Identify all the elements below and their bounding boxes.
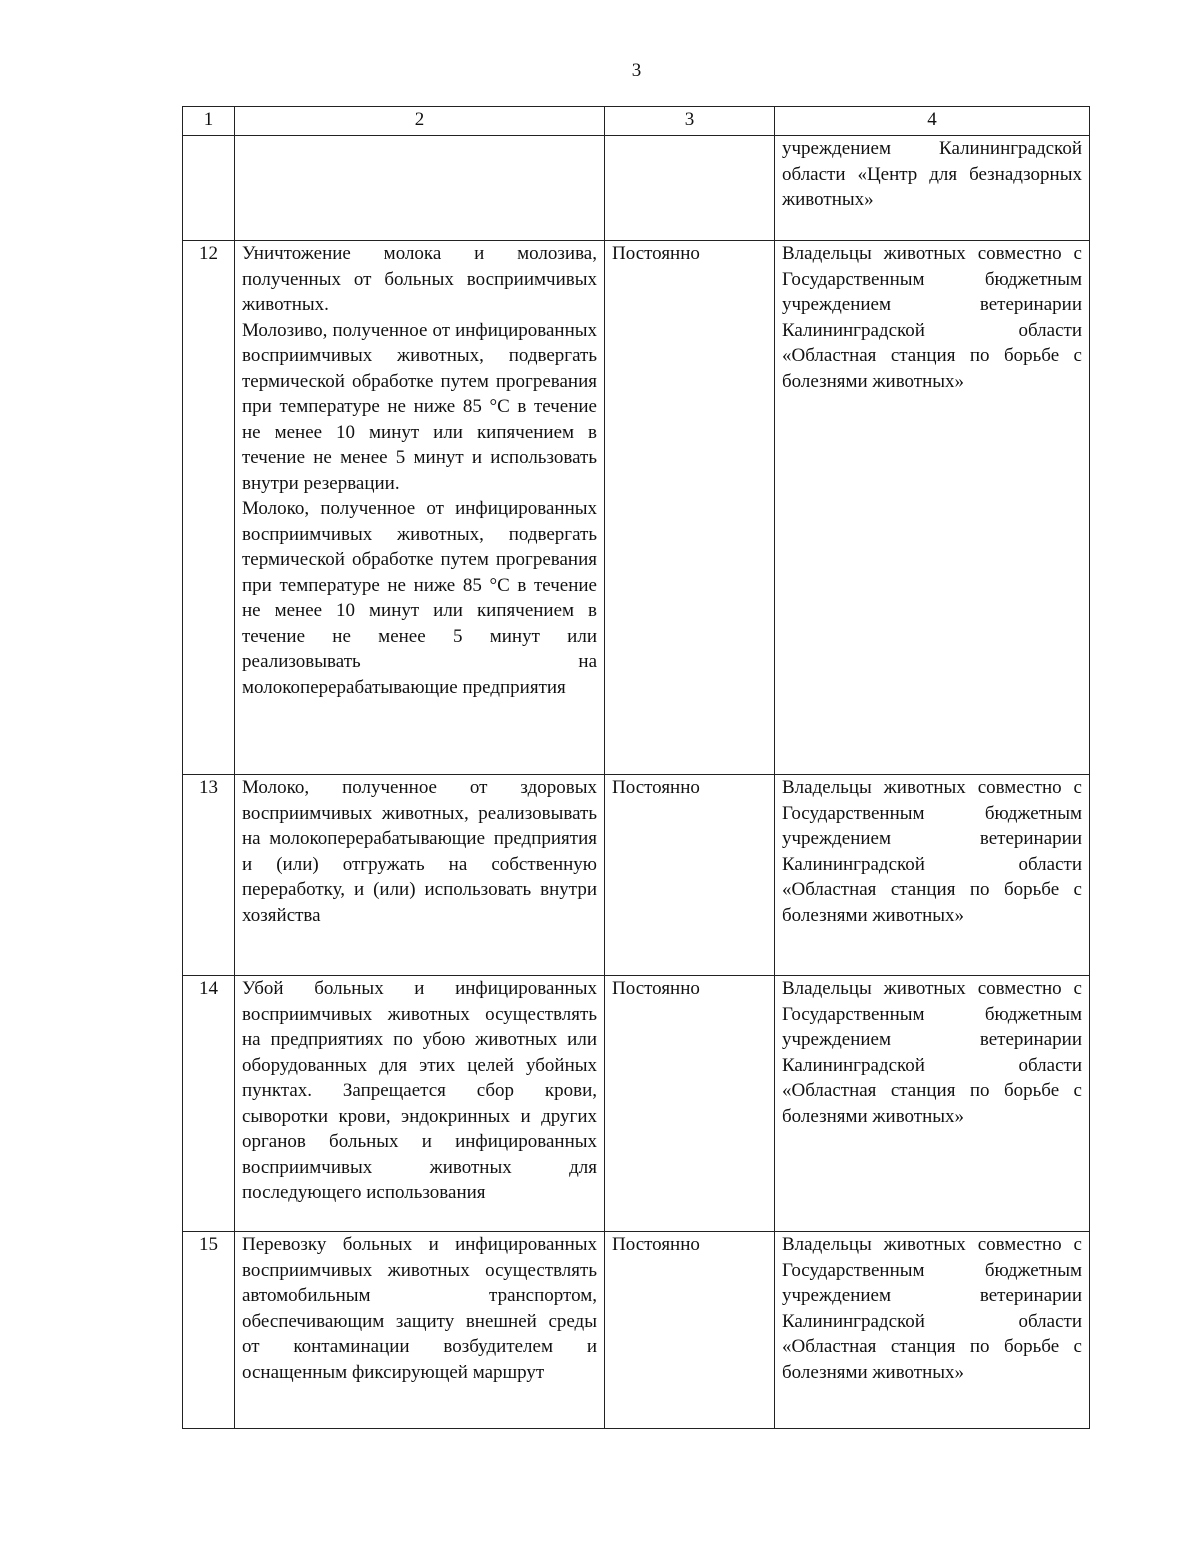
row-term: Постоянно xyxy=(605,775,775,976)
row-number: 15 xyxy=(183,1232,235,1429)
row-number xyxy=(183,136,235,241)
table-row xyxy=(183,775,1090,976)
row-responsible: Владельцы животных совместно с Государственным бюджетным учреждением ветеринарии Калининградской области «Областная станция по борьбе с болезнями животных» xyxy=(775,241,1090,775)
row-responsible: Владельцы животных совместно с Государственным бюджетным учреждением ветеринарии Калининградской области «Областная станция по борьбе с болезнями животных» xyxy=(775,775,1090,976)
row-description xyxy=(235,775,605,976)
row-term: Постоянно xyxy=(605,976,775,1232)
description-paragraph: Уничтожение молока и молозива, полученных от больных восприимчивых животных. xyxy=(242,243,597,315)
row-responsible: Владельцы животных совместно с Государственным бюджетным учреждением ветеринарии Калининградской области «Областная станция по борьбе с болезнями животных» xyxy=(775,976,1090,1232)
description-paragraph: Перевозку больных и инфицированных восприимчивых животных осуществлять автомобильным транспортом, обеспечивающим защиту внешней среды от контаминации возбудителем и оснащенным фиксирующей маршрут xyxy=(242,1234,597,1383)
row-description xyxy=(235,136,605,241)
header-col-4: 4 xyxy=(775,107,1090,136)
description-paragraph: Молоко, полученное от инфицированных восприимчивых животных, подвергать термической обработке путем прогревания при температуре не ниже 85 °С в течение не менее 10 минут или кипячением в течение не менее 5 минут или реализовывать на молокоперерабатывающие предприятия xyxy=(242,498,597,698)
description-paragraph: Молоко, полученное от здоровых восприимчивых животных, реализовывать на молокоперерабатывающие предприятия и (или) отгружать на собственную переработку, и (или) использовать внутри хозяйства xyxy=(242,777,597,926)
page-number: 3 xyxy=(631,60,642,81)
row-description xyxy=(235,241,605,775)
row-description xyxy=(235,976,605,1232)
measures-table xyxy=(182,106,1090,1429)
header-col-3: 3 xyxy=(605,107,775,136)
row-description xyxy=(235,1232,605,1429)
row-responsible: учреждением Калининградской области «Центр для безнадзорных животных» xyxy=(775,136,1090,241)
row-term xyxy=(605,136,775,241)
row-term: Постоянно xyxy=(605,241,775,775)
row-number: 13 xyxy=(183,775,235,976)
row-number: 12 xyxy=(183,241,235,775)
row-term: Постоянно xyxy=(605,1232,775,1429)
header-col-1: 1 xyxy=(183,107,235,136)
description-paragraph: Молозиво, полученное от инфицированных восприимчивых животных, подвергать термической обработке путем прогревания при температуре не ниже 85 °С в течение не менее 10 минут или кипячением в течение не менее 5 минут и использовать внутри резервации. xyxy=(242,319,597,494)
table-row xyxy=(183,1232,1090,1429)
table-header-row xyxy=(183,107,1090,136)
table-row xyxy=(183,976,1090,1232)
row-number: 14 xyxy=(183,976,235,1232)
description-paragraph: Убой больных и инфицированных восприимчивых животных осуществлять на предприятиях по убою животных или оборудованных для этих целей убойных пунктах. Запрещается сбор крови, сыворотки крови, эндокринных и других органов больных и инфицированных восприимчивых животных для последующего использования xyxy=(242,978,597,1203)
header-col-2: 2 xyxy=(235,107,605,136)
table-row-continuation xyxy=(183,136,1090,241)
row-responsible: Владельцы животных совместно с Государственным бюджетным учреждением ветеринарии Калининградской области «Областная станция по борьбе с болезнями животных» xyxy=(775,1232,1090,1429)
table-row xyxy=(183,241,1090,775)
